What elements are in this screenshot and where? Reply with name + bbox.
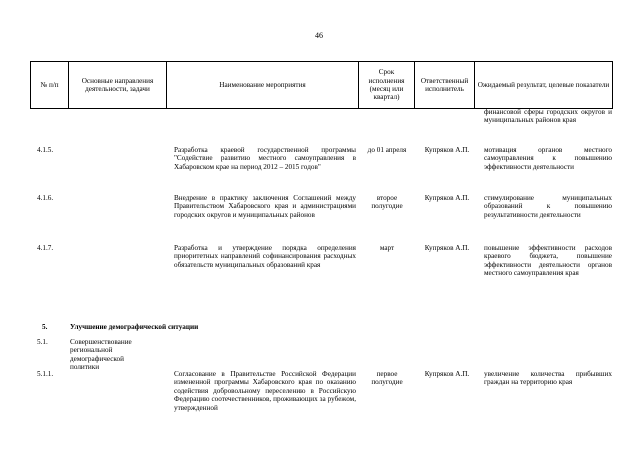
row-4-1-6-term: второе полугодие (371, 194, 403, 211)
page-number: 46 (315, 31, 323, 40)
row-5-1-num: 5.1. (37, 338, 48, 346)
section-5-num: 5. (42, 323, 48, 331)
header-num: № п/п (31, 62, 69, 109)
row-4-1-7-executor: Купряков А.П. (424, 244, 470, 252)
row-4-1-7-activity: Разработка и утверждение порядка определения приоритетных направлений софинансирования расходных обязательств муниципальных образований края (174, 244, 356, 269)
header-activity: Наименование мероприятия (167, 62, 359, 109)
row-5-1-1-result: увеличение количества прибывших граждан на территорию края (484, 370, 612, 387)
header-result: Ожидаемый результат, целевые показатели (475, 62, 613, 109)
header-term: Срок исполнения (месяц или квартал) (359, 62, 415, 109)
row-4-1-6-num: 4.1.6. (37, 194, 54, 202)
row-5-1-1-executor: Купряков А.П. (424, 370, 470, 378)
header-directions: Основные направления деятельности, задачи (69, 62, 167, 109)
row-5-1-direction: Совершенствование региональной демографической политики (70, 338, 132, 372)
row-5-1-1-term: первое полугодие (371, 370, 403, 387)
row-5-1-1-num: 5.1.1. (37, 370, 54, 378)
row-4-1-5-result: мотивация органов местного самоуправления к повышению эффективности деятельности (484, 146, 612, 171)
row-4-1-5-executor: Купряков А.П. (424, 146, 470, 154)
row-5-1-1-activity: Согласование в Правительстве Российской Федерации измененной программы Хабаровского края по оказанию содействия добровольному переселению в Российскую Федерацию соотечественников, проживающих за рубежом, утвержденной (174, 370, 356, 412)
row-4-1-5-num: 4.1.5. (37, 146, 54, 154)
row-4-1-5-activity: Разработка краевой государственной программы "Содействие развитию местного самоуправления в Хабаровском крае на период 2012 – 2015 годов" (174, 146, 356, 171)
row-4-1-5-term: до 01 апреля (367, 146, 407, 154)
table-body (30, 108, 612, 451)
header-executor: Ответственный исполнитель (415, 62, 475, 109)
continuation-result: финансовой сферы городских округов и муниципальных районов края (484, 108, 612, 125)
row-4-1-6-result: стимулирование муниципальных образований к повышению результативности деятельности (484, 194, 612, 219)
row-4-1-7-term: март (379, 244, 395, 252)
row-4-1-6-activity: Внедрение в практику заключения Соглашений между Правительством Хабаровского края и администрациями городских округов и муниципальных районов (174, 194, 356, 219)
row-4-1-7-num: 4.1.7. (37, 244, 54, 252)
table-header (30, 61, 613, 109)
row-4-1-6-executor: Купряков А.П. (424, 194, 470, 202)
row-4-1-7-result: повышение эффективности расходов краевого бюджета, повышение эффективности деятельности органов местного самоуправления края (484, 244, 612, 278)
section-5-title: Улучшение демографической ситуации (70, 323, 199, 331)
